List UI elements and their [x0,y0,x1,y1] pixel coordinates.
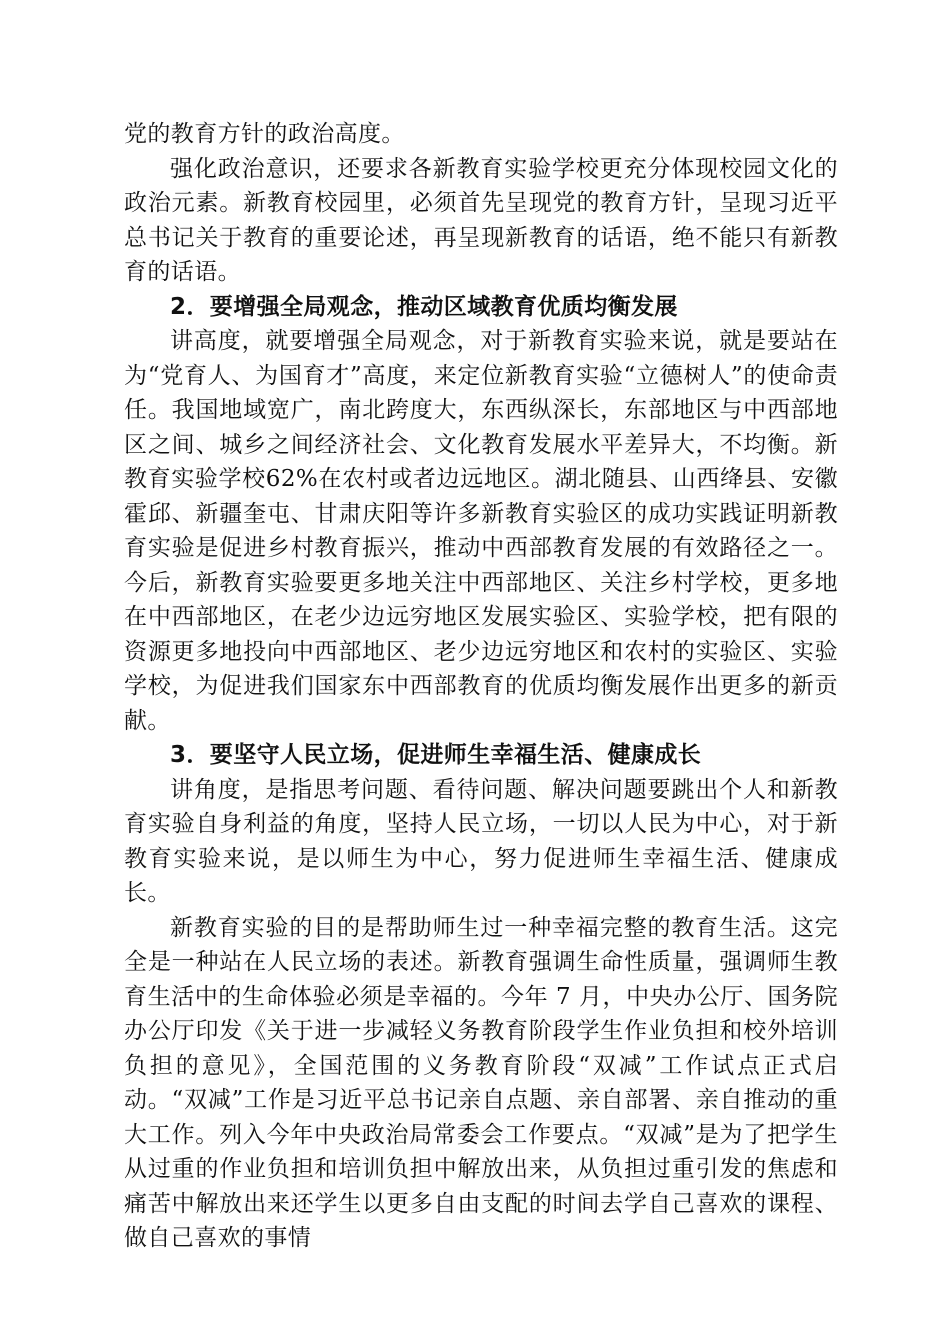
paragraph-happy-education: 新教育实验的目的是帮助师生过一种幸福完整的教育生活。这完全是一种站在人民立场的表述。新教育强调生命性质量，强调师生教育生活中的生命体验必须是幸福的。今年 7 月，中央办公厅、国务院办公厅印发《关于进一步减轻义务教育阶段学生作业负担和校外培训负担的意见》，全国范围的义务教育阶段“双减”工作试点正式启动。“双减”工作是习近平总书记亲自点题、亲自部署、亲自推动的重大工作。列入今年中央政治局常委会工作要点。“双减”是为了把学生从过重的作业负担和培训负担中解放出来，从负担过重引发的焦虑和痛苦中解放出来还学生以更多自由支配的时间去学自己喜欢的课程、做自己喜欢的事情 [124,914,838,1251]
section-heading-2: 2．要增强全局观念，推动区域教育优质均衡发展 [170,293,678,320]
paragraph-political-elements: 强化政治意识，还要求各新教育实验学校更充分体现校园文化的政治元素。新教育校园里，必须首先呈现党的教育方针，呈现习近平总书记关于教育的重要论述，再呈现新教育的话语，绝不能只有新教育的话语。 [124,155,838,285]
document-body [124,117,838,1256]
paragraph-overall-view: 讲高度，就要增强全局观念，对于新教育实验来说，就是要站在为“党育人、为国育才”高度，来定位新教育实验“立德树人”的使命责任。我国地域宽广，南北跨度大，东西纵深长，东部地区与中西部地区之间、城乡之间经济社会、文化教育发展水平差异大，不均衡。新教育实验学校62%在农村或者边远地区。湖北随县、山西绛县、安徽霍邱、新疆奎屯、甘肃庆阳等许多新教育实验区的成功实践证明新教育实验是促进乡村教育振兴，推动中西部教育发展的有效路径之一。今后，新教育实验要更多地关注中西部地区、关注乡村学校，更多地在中西部地区，在老少边远穷地区发展实验区、实验学校，把有限的资源更多地投向中西部地区、老少边远穷地区和农村的实验区、实验学校，为促进我们国家东中西部教育的优质均衡发展作出更多的新贡献。 [124,328,838,734]
section-heading-3: 3．要坚守人民立场，促进师生幸福生活、健康成长 [170,742,702,768]
paragraph-continuation: 党的教育方针的政治高度。 [124,121,405,147]
paragraph-people-stance: 讲角度，是指思考问题、看待问题、解决问题要跳出个人和新教育实验自身利益的角度，坚持人民立场，一切以人民为中心，对于新教育实验来说，是以师生为中心，努力促进师生幸福生活、健康成长。 [124,776,838,906]
